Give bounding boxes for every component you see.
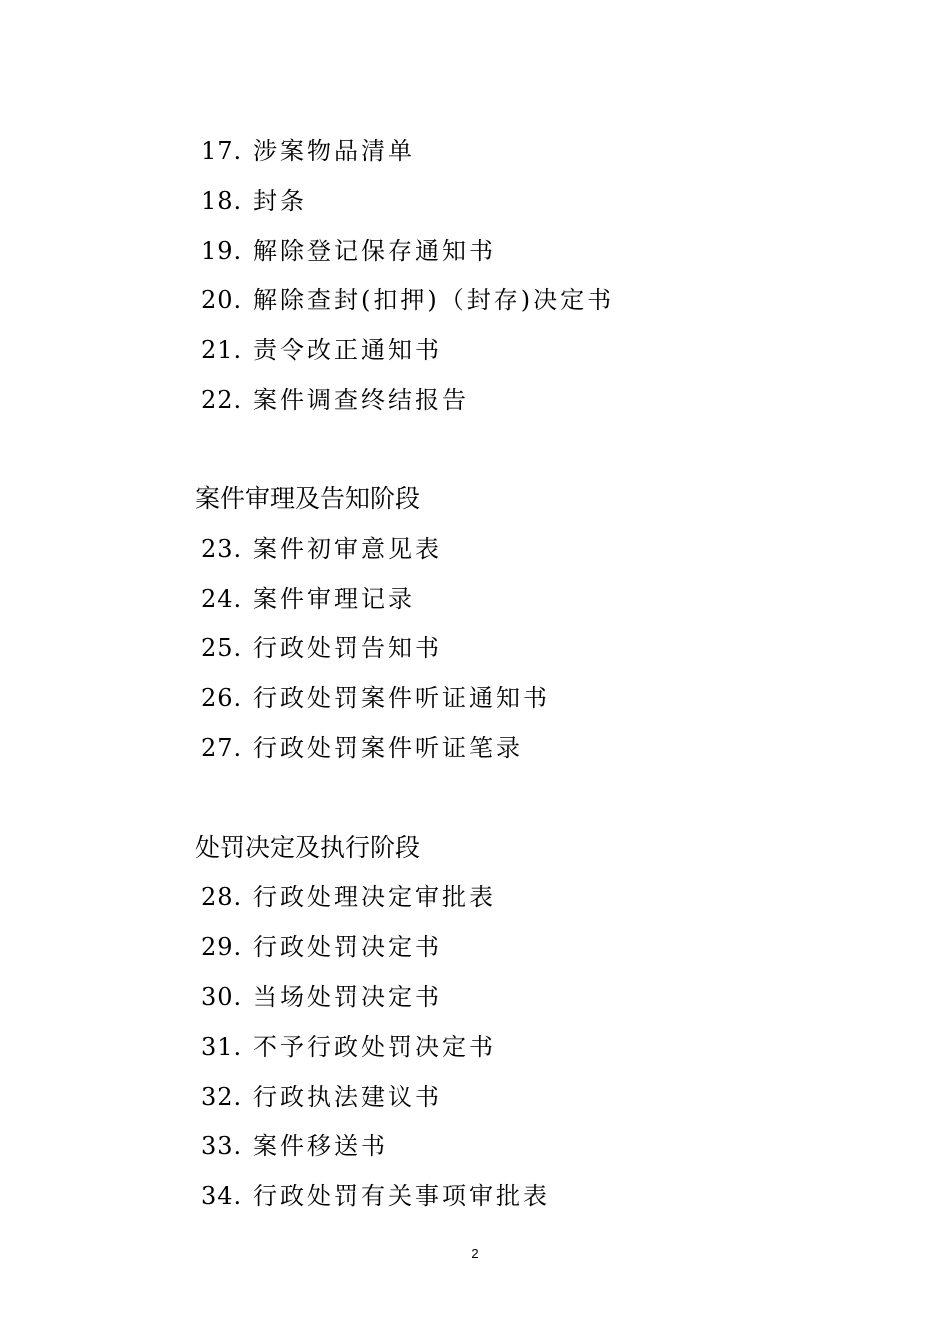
item-number: 29. — [201, 933, 243, 961]
list-item — [201, 628, 442, 668]
item-number: 18. — [201, 187, 243, 215]
item-text: 封条 — [253, 187, 307, 215]
item-number: 32. — [201, 1083, 243, 1111]
item-text: 行政处罚有关事项审批表 — [253, 1182, 550, 1210]
list-item — [201, 231, 496, 271]
item-number: 19. — [201, 237, 243, 265]
list-item — [201, 131, 415, 171]
list-item — [201, 1027, 496, 1067]
item-text: 案件调查终结报告 — [253, 386, 469, 414]
list-item — [201, 977, 442, 1017]
item-text: 涉案物品清单 — [253, 137, 415, 165]
item-text: 解除查封(扣押)（封存)决定书 — [253, 286, 615, 314]
item-number: 17. — [201, 137, 243, 165]
list-item — [201, 927, 442, 967]
item-number: 25. — [201, 634, 243, 662]
item-number: 20. — [201, 286, 243, 314]
list-item — [201, 877, 496, 917]
item-text: 当场处罚决定书 — [253, 983, 442, 1011]
list-item — [201, 1176, 550, 1216]
item-number: 21. — [201, 336, 243, 364]
item-number: 31. — [201, 1033, 243, 1061]
item-number: 27. — [201, 734, 243, 762]
item-text: 责令改正通知书 — [253, 336, 442, 364]
item-number: 26. — [201, 684, 243, 712]
item-number: 24. — [201, 585, 243, 613]
item-text: 行政执法建议书 — [253, 1083, 442, 1111]
list-item — [201, 1126, 388, 1166]
item-number: 34. — [201, 1182, 243, 1210]
list-item — [201, 529, 442, 569]
item-text: 解除登记保存通知书 — [253, 237, 496, 265]
list-item — [201, 1077, 442, 1117]
item-text: 案件初审意见表 — [253, 535, 442, 563]
item-number: 28. — [201, 883, 243, 911]
item-text: 案件审理记录 — [253, 585, 415, 613]
list-item — [201, 728, 523, 768]
item-text: 案件移送书 — [253, 1132, 388, 1160]
item-text: 行政处罚决定书 — [253, 933, 442, 961]
section-heading: 处罚决定及执行阶段 — [195, 833, 421, 862]
item-text: 行政处罚案件听证笔录 — [253, 734, 523, 762]
item-number: 22. — [201, 386, 243, 414]
page-number: 2 — [471, 1246, 479, 1261]
item-number: 33. — [201, 1132, 243, 1160]
item-text: 行政处罚告知书 — [253, 634, 442, 662]
list-item — [201, 330, 442, 370]
item-number: 30. — [201, 983, 243, 1011]
section-heading: 案件审理及告知阶段 — [195, 484, 421, 513]
list-item — [201, 579, 415, 619]
item-text: 行政处罚案件听证通知书 — [253, 684, 550, 712]
list-item — [201, 380, 469, 420]
list-item — [201, 280, 614, 320]
item-number: 23. — [201, 535, 243, 563]
item-text: 不予行政处罚决定书 — [253, 1033, 496, 1061]
list-item — [201, 181, 307, 221]
list-item — [201, 678, 550, 718]
item-text: 行政处理决定审批表 — [253, 883, 496, 911]
